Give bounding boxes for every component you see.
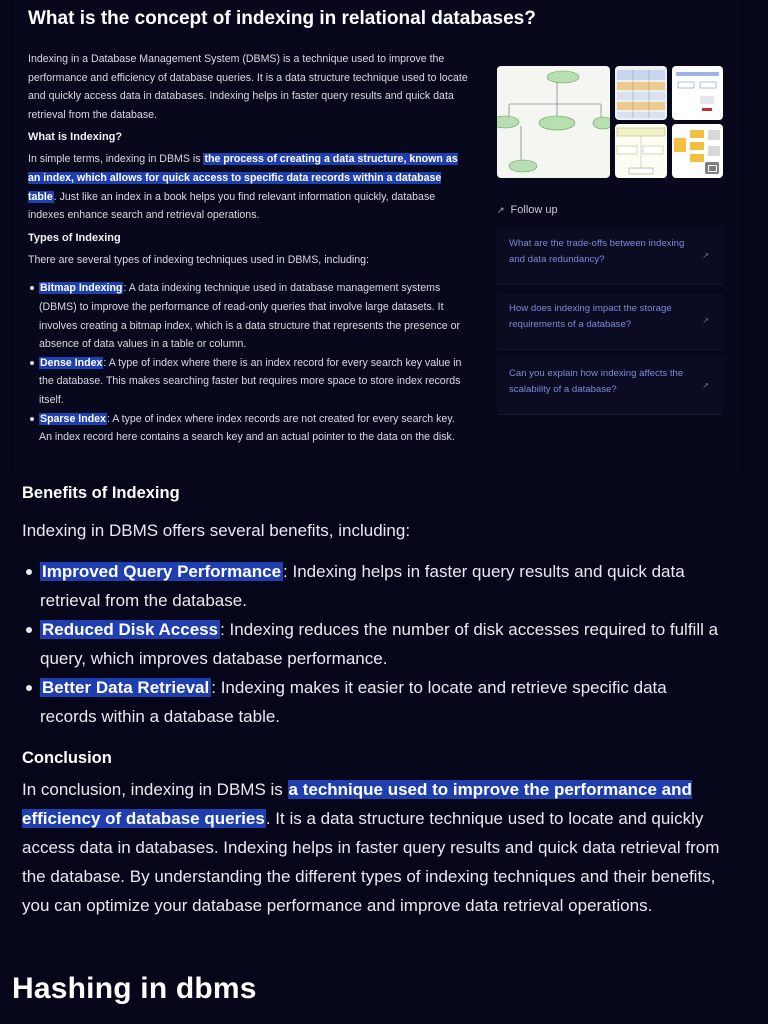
follow-up-question[interactable] xyxy=(497,293,723,350)
arrow-up-right-icon: ↗ xyxy=(702,316,709,325)
term-highlight: Better Data Retrieval xyxy=(42,678,210,697)
list-item: Reduced Disk Access : Indexing reduces the number of disk accesses required to fulfill a query, which improves database performance. xyxy=(40,615,722,673)
diagram-thumbnail xyxy=(497,66,610,178)
answer-body xyxy=(28,50,468,447)
conclusion-text: In conclusion, indexing in DBMS is a technique used to improve the performance and efficiency of database queries. It is a data structure technique used to locate and quickly access data in databases. Indexing helps in faster query results and quick data retrieval from the database. By understanding the different types of indexing techniques and their benefits, you can optimize your database performance and improve data retrieval operations. xyxy=(22,780,720,915)
image-thumbnail[interactable] xyxy=(497,66,610,178)
list-item: Bitmap Indexing: A data indexing technique used in database management systems (DBMS) to improve the performance of read-only queries that involve large datasets. It involves creating a bitmap index, which is a data structure that represents the presence or absence of data values in a table or column. xyxy=(39,279,468,353)
benefits-heading: Benefits of Indexing xyxy=(22,484,180,502)
term-highlight: Sparse Index xyxy=(40,412,106,425)
term-highlight: Bitmap Indexing xyxy=(40,282,123,295)
answer-intro: Indexing in a Database Management System (DBMS) is a technique used to improve the performance and efficiency of database queries. It is a data structure technique used to locate and quickly access data in databases. Indexing helps in faster query results and quick data retrieval from the database. xyxy=(28,53,468,121)
chart-thumbnail xyxy=(672,66,723,120)
term-highlight: Reduced Disk Access xyxy=(42,620,219,639)
arrow-up-right-icon: ↗ xyxy=(497,204,505,215)
image-results xyxy=(497,66,723,178)
follow-up-panel xyxy=(497,200,723,415)
benefits-list xyxy=(22,557,722,731)
what-is-indexing-heading: What is Indexing? xyxy=(28,131,123,144)
term-highlight: Improved Query Performance xyxy=(42,562,282,581)
conclusion-heading: Conclusion xyxy=(22,749,112,767)
follow-up-header xyxy=(497,200,723,220)
follow-up-question-text: Can you explain how indexing affects the scalability of a database? xyxy=(509,368,684,395)
table-thumbnail xyxy=(615,66,667,120)
image-thumbnail[interactable] xyxy=(672,66,723,120)
footer-heading: Hashing in dbms xyxy=(12,972,257,1005)
image-thumbnail[interactable] xyxy=(615,66,667,120)
benefits-intro: Indexing in DBMS offers several benefits, including: xyxy=(22,521,411,540)
image-thumbnail[interactable] xyxy=(672,124,723,178)
types-list xyxy=(28,279,468,446)
list-item: Sparse Index: A type of index where index records are not created for every search key. An index record here contains a search key and an actual pointer to the data on the disk. xyxy=(39,410,468,447)
image-icon[interactable] xyxy=(705,162,719,174)
follow-up-question-text: What are the trade-offs between indexing and data redundancy? xyxy=(509,238,685,265)
page-title: What is the concept of indexing in relational databases? xyxy=(28,8,536,29)
list-item: Better Data Retrieval : Indexing makes it easier to locate and retrieve specific data records within a database table. xyxy=(40,673,722,731)
image-thumbnail[interactable] xyxy=(615,124,667,178)
arrow-up-right-icon: ↗ xyxy=(702,381,709,390)
zoomed-answer-section xyxy=(22,476,722,920)
follow-up-label: Follow up xyxy=(510,204,558,216)
types-intro: There are several types of indexing techniques used in DBMS, including: xyxy=(28,253,369,266)
follow-up-question[interactable] xyxy=(497,358,723,415)
term-highlight: Dense Index xyxy=(40,356,103,369)
highlight: the process of creating a data structure, known as an index, which allows for quick access to specific data records within a database table xyxy=(28,153,458,203)
follow-up-question[interactable] xyxy=(497,228,723,285)
follow-up-question-text: How does indexing impact the storage requirements of a database? xyxy=(509,303,672,330)
types-heading: Types of Indexing xyxy=(28,231,121,244)
highlight: a technique used to improve the performance and efficiency of database queries xyxy=(22,780,692,828)
list-item: Dense Index: A type of index where there is an index record for every search key value in the database. This makes searching faster but requires more space to store index records itself. xyxy=(39,354,468,410)
what-is-indexing-text: In simple terms, indexing in DBMS is the process of creating a data structure, known as an index, which allows for quick access to specific data records within a database table. Just like an index in a book helps you find relevant information quickly, database indexes enhance search and retrieval operations. xyxy=(28,153,458,222)
flowchart-thumbnail xyxy=(615,124,667,178)
list-item: Improved Query Performance : Indexing helps in faster query results and quick data retrieval from the database. xyxy=(40,557,722,615)
arrow-up-right-icon: ↗ xyxy=(702,251,709,260)
